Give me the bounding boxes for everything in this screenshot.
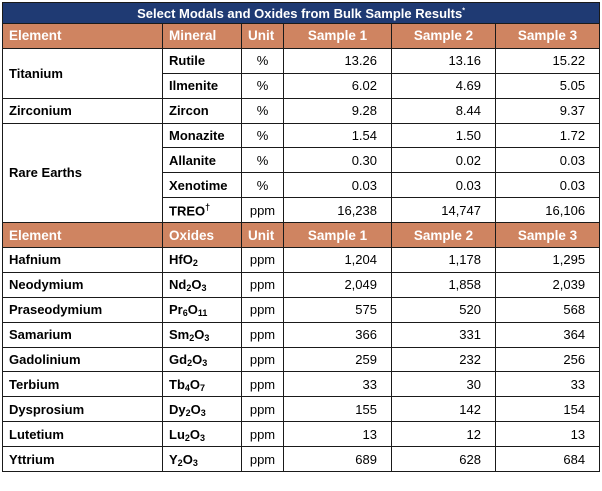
formula-symbol: O: [182, 252, 193, 268]
formula-symbol: Gd: [169, 352, 188, 368]
sample-2-cell: 142: [392, 397, 496, 422]
formula-subscript: 3: [201, 283, 207, 294]
mineral-cell: Xenotime: [163, 173, 242, 198]
sample-2-cell: 232: [392, 347, 496, 372]
table-row: [3, 347, 600, 372]
unit-cell: %: [242, 98, 284, 123]
oxide-formula-cell: [163, 397, 242, 422]
sample-1-cell: 0.03: [284, 173, 392, 198]
header-unit: Unit: [242, 24, 284, 49]
element-cell: Dysprosium: [3, 397, 163, 422]
sample-1-cell: 13: [284, 422, 392, 447]
formula-subscript: 3: [204, 333, 210, 344]
sample-3-cell: 256: [496, 347, 600, 372]
sample-3-cell: 15.22: [496, 48, 600, 73]
sample-3-cell: 154: [496, 397, 600, 422]
sample-3-cell: 568: [496, 297, 600, 322]
sample-1-cell: 33: [284, 372, 392, 397]
sample-3-cell: 1.72: [496, 123, 600, 148]
unit-cell: %: [242, 148, 284, 173]
oxide-formula-cell: [163, 372, 242, 397]
unit-cell: ppm: [242, 248, 284, 273]
sample-1-cell: 6.02: [284, 73, 392, 98]
sample-2-cell: 4.69: [392, 73, 496, 98]
sample-3-cell: 0.03: [496, 173, 600, 198]
unit-cell: %: [242, 48, 284, 73]
formula-subscript: 2: [187, 358, 193, 369]
formula-subscript: 2: [177, 457, 183, 468]
formula-symbol: Tb: [169, 376, 185, 392]
unit-cell: %: [242, 173, 284, 198]
sample-2-cell: 0.03: [392, 173, 496, 198]
element-cell: Terbium: [3, 372, 163, 397]
formula-symbol: Sm: [169, 327, 190, 343]
sample-2-cell: 520: [392, 297, 496, 322]
table-row: [3, 48, 600, 73]
formula-symbol: Pr: [169, 302, 183, 318]
header-sample-1: Sample 1: [284, 223, 392, 248]
mineral-cell: Allanite: [163, 148, 242, 173]
header-element: Element: [3, 24, 163, 49]
header-sample-1: Sample 1: [284, 24, 392, 49]
sample-3-cell: 16,106: [496, 198, 600, 223]
unit-cell: %: [242, 73, 284, 98]
sample-1-cell: 0.30: [284, 148, 392, 173]
formula-subscript: 2: [186, 283, 192, 294]
formula-subscript: 3: [202, 358, 208, 369]
sample-3-cell: 5.05: [496, 73, 600, 98]
sample-1-cell: 259: [284, 347, 392, 372]
table-row: [3, 272, 600, 297]
sample-1-cell: 1.54: [284, 123, 392, 148]
formula-symbol: Hf: [169, 252, 183, 268]
table-row: [3, 297, 600, 322]
element-cell: Hafnium: [3, 248, 163, 273]
unit-cell: ppm: [242, 422, 284, 447]
header-unit: Unit: [242, 223, 284, 248]
unit-cell: ppm: [242, 372, 284, 397]
treo-footnote-mark: †: [205, 202, 211, 213]
formula-symbol: Dy: [169, 401, 186, 417]
unit-cell: ppm: [242, 297, 284, 322]
formula-symbol: O: [191, 277, 202, 293]
header-sample-3: Sample 3: [496, 24, 600, 49]
formula-subscript: 7: [200, 382, 206, 393]
formula-subscript: 3: [200, 432, 206, 443]
unit-cell: ppm: [242, 198, 284, 223]
sample-1-cell: 366: [284, 322, 392, 347]
formula-symbol: O: [182, 451, 193, 467]
element-cell: Samarium: [3, 322, 163, 347]
formula-subscript: 4: [184, 382, 190, 393]
mineral-cell: Zircon: [163, 98, 242, 123]
results-table-container: [2, 2, 599, 472]
oxide-formula-cell: [163, 347, 242, 372]
table-title-row: [3, 3, 600, 24]
sample-1-cell: 689: [284, 447, 392, 472]
table-row: [3, 248, 600, 273]
sample-3-cell: 2,039: [496, 272, 600, 297]
formula-symbol: O: [192, 352, 203, 368]
sample-3-cell: 33: [496, 372, 600, 397]
sample-1-cell: 2,049: [284, 272, 392, 297]
sample-2-cell: 1,178: [392, 248, 496, 273]
sample-1-cell: 155: [284, 397, 392, 422]
sample-2-cell: 1,858: [392, 272, 496, 297]
table-row: [3, 98, 600, 123]
formula-subscript: 2: [185, 407, 191, 418]
title-footnote-mark: *: [462, 7, 465, 15]
sample-2-cell: 13.16: [392, 48, 496, 73]
unit-cell: ppm: [242, 397, 284, 422]
table-row: [3, 397, 600, 422]
formula-symbol: Y: [169, 451, 178, 467]
formula-symbol: O: [189, 376, 201, 392]
sample-2-cell: 1.50: [392, 123, 496, 148]
sample-3-cell: 684: [496, 447, 600, 472]
sample-1-cell: 1,204: [284, 248, 392, 273]
sample-3-cell: 1,295: [496, 248, 600, 273]
table-row: [3, 447, 600, 472]
sample-2-cell: 30: [392, 372, 496, 397]
mineral-cell: Ilmenite: [163, 73, 242, 98]
oxides-body: [3, 248, 600, 472]
oxide-formula-cell: [163, 272, 242, 297]
element-cell-zirconium: Zirconium: [3, 98, 163, 123]
table-title: [3, 3, 600, 24]
unit-cell: ppm: [242, 447, 284, 472]
mineral-cell-treo: [163, 198, 242, 223]
table-row: [3, 322, 600, 347]
header-element: Element: [3, 223, 163, 248]
mineral-cell: Monazite: [163, 123, 242, 148]
element-cell-rare-earths: Rare Earths: [3, 123, 163, 223]
oxide-formula-cell: [163, 422, 242, 447]
sample-3-cell: 0.03: [496, 148, 600, 173]
unit-cell: ppm: [242, 322, 284, 347]
unit-cell: ppm: [242, 272, 284, 297]
header-sample-2: Sample 2: [392, 223, 496, 248]
sample-1-cell: 16,238: [284, 198, 392, 223]
formula-subscript: 2: [192, 258, 198, 269]
table-row: [3, 123, 600, 148]
element-cell: Praseodymium: [3, 297, 163, 322]
element-cell-titanium: Titanium: [3, 48, 163, 98]
oxide-formula-cell: [163, 248, 242, 273]
formula-symbol: O: [189, 426, 201, 442]
header-mineral: Mineral: [163, 24, 242, 49]
unit-cell: %: [242, 123, 284, 148]
formula-subscript: 6: [182, 308, 188, 319]
mineral-cell: Rutile: [163, 48, 242, 73]
sample-3-cell: 364: [496, 322, 600, 347]
formula-subscript: 2: [189, 333, 195, 344]
formula-symbol: O: [190, 401, 201, 417]
formula-symbol: Lu: [169, 426, 185, 442]
element-cell: Gadolinium: [3, 347, 163, 372]
results-table: [2, 2, 600, 472]
unit-cell: ppm: [242, 347, 284, 372]
oxides-header-row: [3, 223, 600, 248]
oxide-formula-cell: [163, 297, 242, 322]
oxide-formula-cell: [163, 322, 242, 347]
sample-1-cell: 9.28: [284, 98, 392, 123]
formula-subscript: 2: [184, 432, 190, 443]
sample-2-cell: 14,747: [392, 198, 496, 223]
sample-2-cell: 0.02: [392, 148, 496, 173]
header-sample-3: Sample 3: [496, 223, 600, 248]
mineral-label: TREO: [169, 203, 206, 219]
element-cell: Lutetium: [3, 422, 163, 447]
minerals-header-row: [3, 24, 600, 49]
formula-subscript: 11: [197, 308, 208, 319]
sample-3-cell: 9.37: [496, 98, 600, 123]
element-cell: Yttrium: [3, 447, 163, 472]
sample-1-cell: 575: [284, 297, 392, 322]
formula-symbol: Nd: [169, 277, 187, 293]
header-sample-2: Sample 2: [392, 24, 496, 49]
element-cell: Neodymium: [3, 272, 163, 297]
formula-subscript: 3: [200, 407, 206, 418]
formula-symbol: O: [187, 302, 198, 318]
sample-1-cell: 13.26: [284, 48, 392, 73]
formula-subscript: 3: [192, 457, 198, 468]
sample-2-cell: 8.44: [392, 98, 496, 123]
sample-2-cell: 331: [392, 322, 496, 347]
oxide-formula-cell: [163, 447, 242, 472]
sample-2-cell: 12: [392, 422, 496, 447]
header-oxides: Oxides: [163, 223, 242, 248]
sample-3-cell: 13: [496, 422, 600, 447]
sample-2-cell: 628: [392, 447, 496, 472]
formula-symbol: O: [194, 327, 205, 343]
table-row: [3, 372, 600, 397]
table-row: [3, 422, 600, 447]
table-title-text: Select Modals and Oxides from Bulk Sample Results: [137, 5, 463, 21]
